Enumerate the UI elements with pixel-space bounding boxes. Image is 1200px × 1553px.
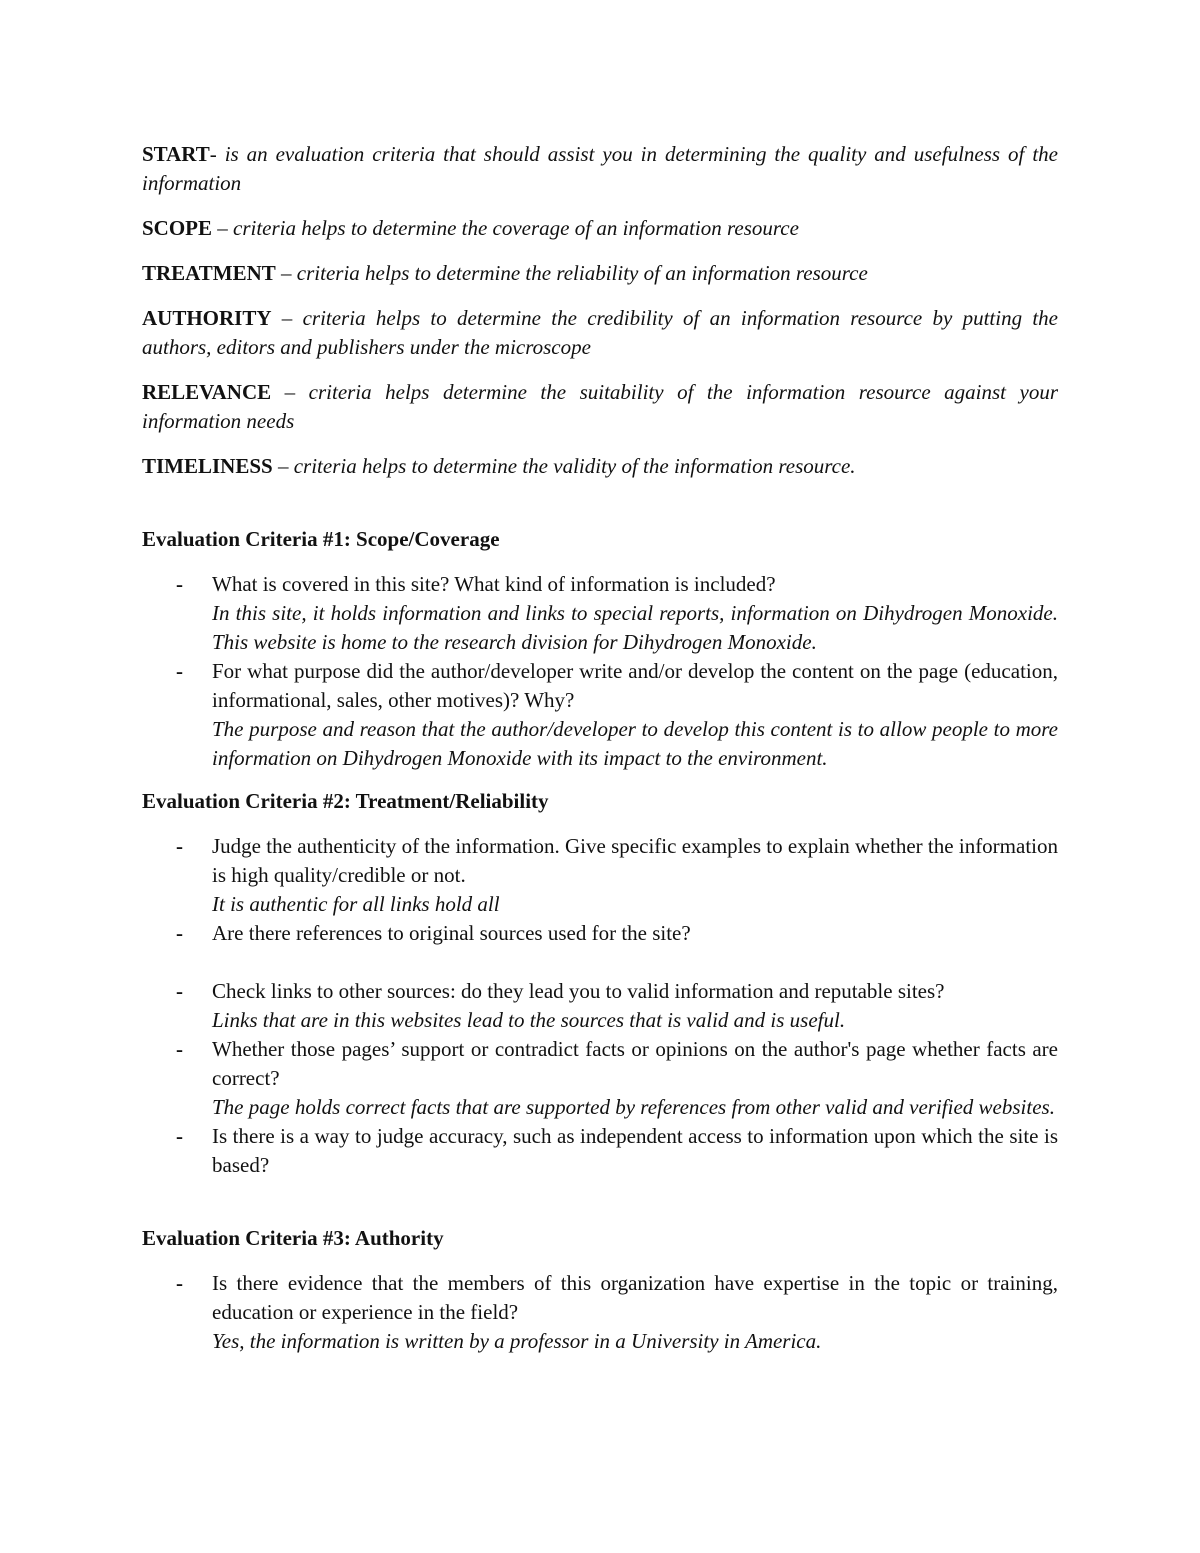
document-page (142, 140, 1058, 1370)
definition-separator: – (271, 380, 309, 404)
answer-text: Links that are in this websites lead to the sources that is valid and is useful. (212, 1008, 846, 1032)
question-text: Is there is a way to judge accuracy, such as independent access to information upon which the site is based? (212, 1124, 1058, 1177)
definition-authority (142, 304, 1058, 362)
answer-text: In this site, it holds information and links to special reports, information on Dihydrogen Monoxide. This website is home to the research division for Dihydrogen Monoxide. (212, 601, 1058, 654)
definition-term: AUTHORITY (142, 306, 272, 330)
definition-separator: – (272, 454, 294, 478)
list-item (142, 919, 1058, 948)
definition-description: criteria helps to determine the coverage of an information resource (233, 216, 799, 240)
definition-separator: – (271, 306, 303, 330)
bullet-dash: - (176, 834, 183, 858)
section-heading: Evaluation Criteria #1: Scope/Coverage (142, 527, 500, 551)
bullet-dash: - (176, 1124, 183, 1148)
definition-separator: – (275, 261, 297, 285)
question-text: Check links to other sources: do they lead you to valid information and reputable sites? (212, 979, 945, 1003)
list-item (142, 657, 1058, 773)
definition-description: criteria helps to determine the validity of the information resource. (293, 454, 856, 478)
bullet-dash: - (176, 1271, 183, 1295)
question-text: What is covered in this site? What kind of information is included? (212, 572, 776, 596)
section-heading: Evaluation Criteria #3: Authority (142, 1226, 444, 1250)
list-item (142, 570, 1058, 657)
bullet-dash: - (176, 659, 183, 683)
section-scope-coverage (142, 525, 1058, 773)
definition-description: criteria helps to determine the credibility of an information resource by putting the authors, editors and publishers under the microscope (142, 306, 1059, 359)
definitions-list (142, 140, 1058, 481)
list-item (142, 1122, 1058, 1180)
definition-start (142, 140, 1058, 198)
list-item (142, 1269, 1058, 1356)
answer-text: The page holds correct facts that are supported by references from other valid and verified websites. (212, 1095, 1055, 1119)
bullet-dash: - (176, 1037, 183, 1061)
definition-separator: - (209, 142, 225, 166)
list-item (142, 1035, 1058, 1122)
definition-term: TREATMENT (142, 261, 276, 285)
question-text: Whether those pages’ support or contradict facts or opinions on the author's page whether facts are correct? (212, 1037, 1058, 1090)
list-item (142, 977, 1058, 1035)
bullet-dash: - (176, 572, 183, 596)
definition-term: START (142, 142, 210, 166)
answer-text: Yes, the information is written by a professor in a University in America. (212, 1329, 822, 1353)
bullet-dash: - (176, 921, 183, 945)
question-list (142, 832, 1058, 1180)
definition-treatment (142, 259, 1058, 288)
question-list (142, 570, 1058, 773)
bullet-dash: - (176, 979, 183, 1003)
definition-description: is an evaluation criteria that should assist you in determining the quality and usefulness of the information (142, 142, 1058, 195)
list-item (142, 832, 1058, 919)
question-text: Are there references to original sources used for the site? (212, 921, 691, 945)
definition-scope (142, 214, 1058, 243)
question-text: Is there evidence that the members of this organization have expertise in the topic or training, education or experience in the field? (212, 1271, 1058, 1324)
definition-relevance (142, 378, 1058, 436)
answer-text: It is authentic for all links hold all (212, 892, 500, 916)
definition-description: criteria helps to determine the reliability of an information resource (296, 261, 868, 285)
question-list (142, 1269, 1058, 1356)
section-treatment-reliability (142, 787, 1058, 1180)
section-heading: Evaluation Criteria #2: Treatment/Reliability (142, 789, 549, 813)
definition-separator: – (212, 216, 234, 240)
definition-term: TIMELINESS (142, 454, 273, 478)
definition-term: SCOPE (142, 216, 213, 240)
section-authority (142, 1224, 1058, 1356)
question-text: For what purpose did the author/developer write and/or develop the content on the page (education, informational, sales, other motives)? Why? (212, 659, 1058, 712)
definition-description: criteria helps determine the suitability of the information resource against your information needs (142, 380, 1058, 433)
definition-timeliness (142, 452, 1058, 481)
definition-term: RELEVANCE (142, 380, 272, 404)
question-text: Judge the authenticity of the information. Give specific examples to explain whether the information is high quality/credible or not. (212, 834, 1058, 887)
answer-text: The purpose and reason that the author/developer to develop this content is to allow people to more information on Dihydrogen Monoxide with its impact to the environment. (212, 717, 1058, 770)
